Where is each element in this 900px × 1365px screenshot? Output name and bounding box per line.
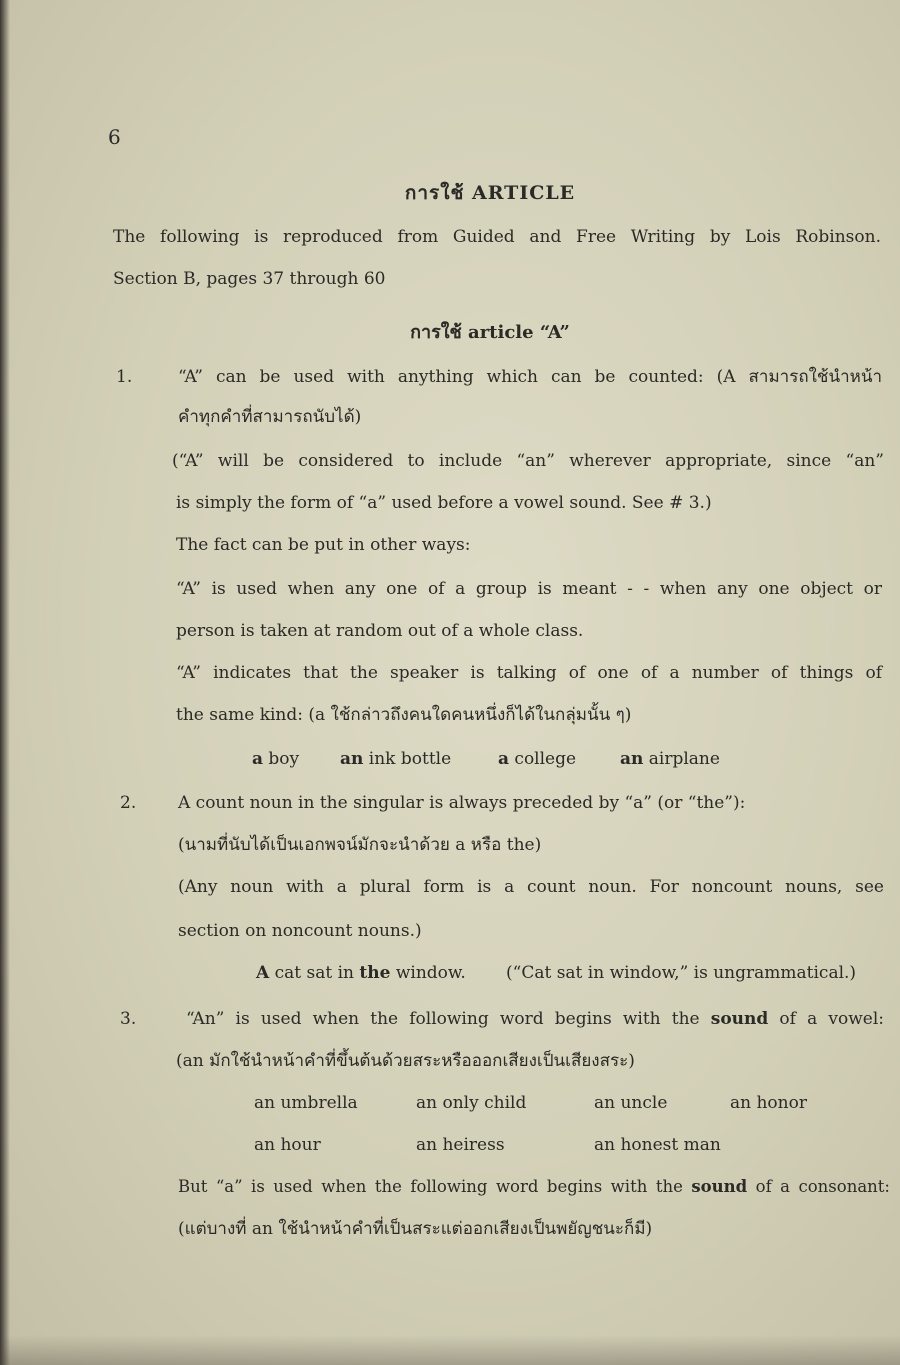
item-3-but-line: But “a” is used when the following word begins with the sound of a consonant: [178,1177,890,1196]
item-1-line-8: “A” indicates that the speaker is talking of one of a number of things of [176,663,882,683]
page-shadow-left [0,0,10,1365]
item-1-line-7: person is taken at random out of a whole class. [176,621,584,641]
item-3-last-line: (แต่บางที่ an ใช้นำหน้าคำที่เป็นสระแต่ออกเสียงเป็นพยัญชนะก็มี) [178,1219,653,1239]
item-1-line-3: (“A” will be considered to include “an” wherever appropriate, since “an” [172,451,884,471]
item-3-line-1: “An” is used when the following word begins with the sound of a vowel: [186,1009,884,1029]
item-1-example: a boy [252,749,300,769]
page-number: 6 [108,125,121,149]
item-1-line-4: is simply the form of “a” used before a vowel sound. See # 3.) [176,493,712,513]
item-3-number: 3. [120,1009,137,1029]
item-3-example: an hour [254,1135,321,1155]
item-3-example: an only child [416,1093,527,1113]
item-1-line-1: “A” can be used with anything which can be counted: (A สามารถใช้นำหน้า [178,367,882,387]
section-subtitle: การใช้ article “A” [410,322,570,343]
item-1-line-5: The fact can be put in other ways: [176,535,471,555]
item-1-example: an airplane [620,749,720,769]
item-1-line-2: คำทุกคำที่สามารถนับได้) [178,407,362,427]
item-3-example: an honest man [594,1135,721,1155]
page-title: การใช้ ARTICLE [404,182,576,204]
item-2-example: A cat sat in the window. [256,963,466,983]
item-2-line-3: (Any noun with a plural form is a count noun. For noncount nouns, see [178,877,884,897]
item-1-example: an ink bottle [340,749,452,769]
item-3-example: an honor [730,1093,807,1113]
item-3-example: an umbrella [254,1093,358,1113]
item-1-example: a college [498,749,577,769]
item-3-line-2: (an มักใช้นำหน้าคำที่ขึ้นต้นด้วยสระหรือออกเสียงเป็นเสียงสระ) [176,1051,635,1071]
item-1-line-6: “A” is used when any one of a group is meant - - when any one object or [176,579,882,599]
item-1-number: 1. [116,367,133,387]
intro-line-1: The following is reproduced from Guided and Free Writing by Lois Robinson. [113,227,881,247]
intro-line-2: Section B, pages 37 through 60 [113,269,386,289]
item-1-line-9: the same kind: (a ใช้กล่าวถึงคนใดคนหนึ่งก็ได้ในกลุ่มนั้น ๆ) [176,705,632,725]
item-3-example: an heiress [416,1135,505,1155]
item-2-example-note: (“Cat sat in window,” is ungrammatical.) [506,963,857,983]
item-3-example: an uncle [594,1093,668,1113]
item-2-line-2: (นามที่นับได้เป็นเอกพจน์มักจะนำด้วย a หรือ the) [178,835,542,855]
item-2-line-1: A count noun in the singular is always preceded by “a” (or “the”): [178,793,746,813]
item-2-number: 2. [120,793,137,813]
page-shadow-bottom [0,1335,900,1365]
item-2-line-4: section on noncount nouns.) [178,921,422,941]
